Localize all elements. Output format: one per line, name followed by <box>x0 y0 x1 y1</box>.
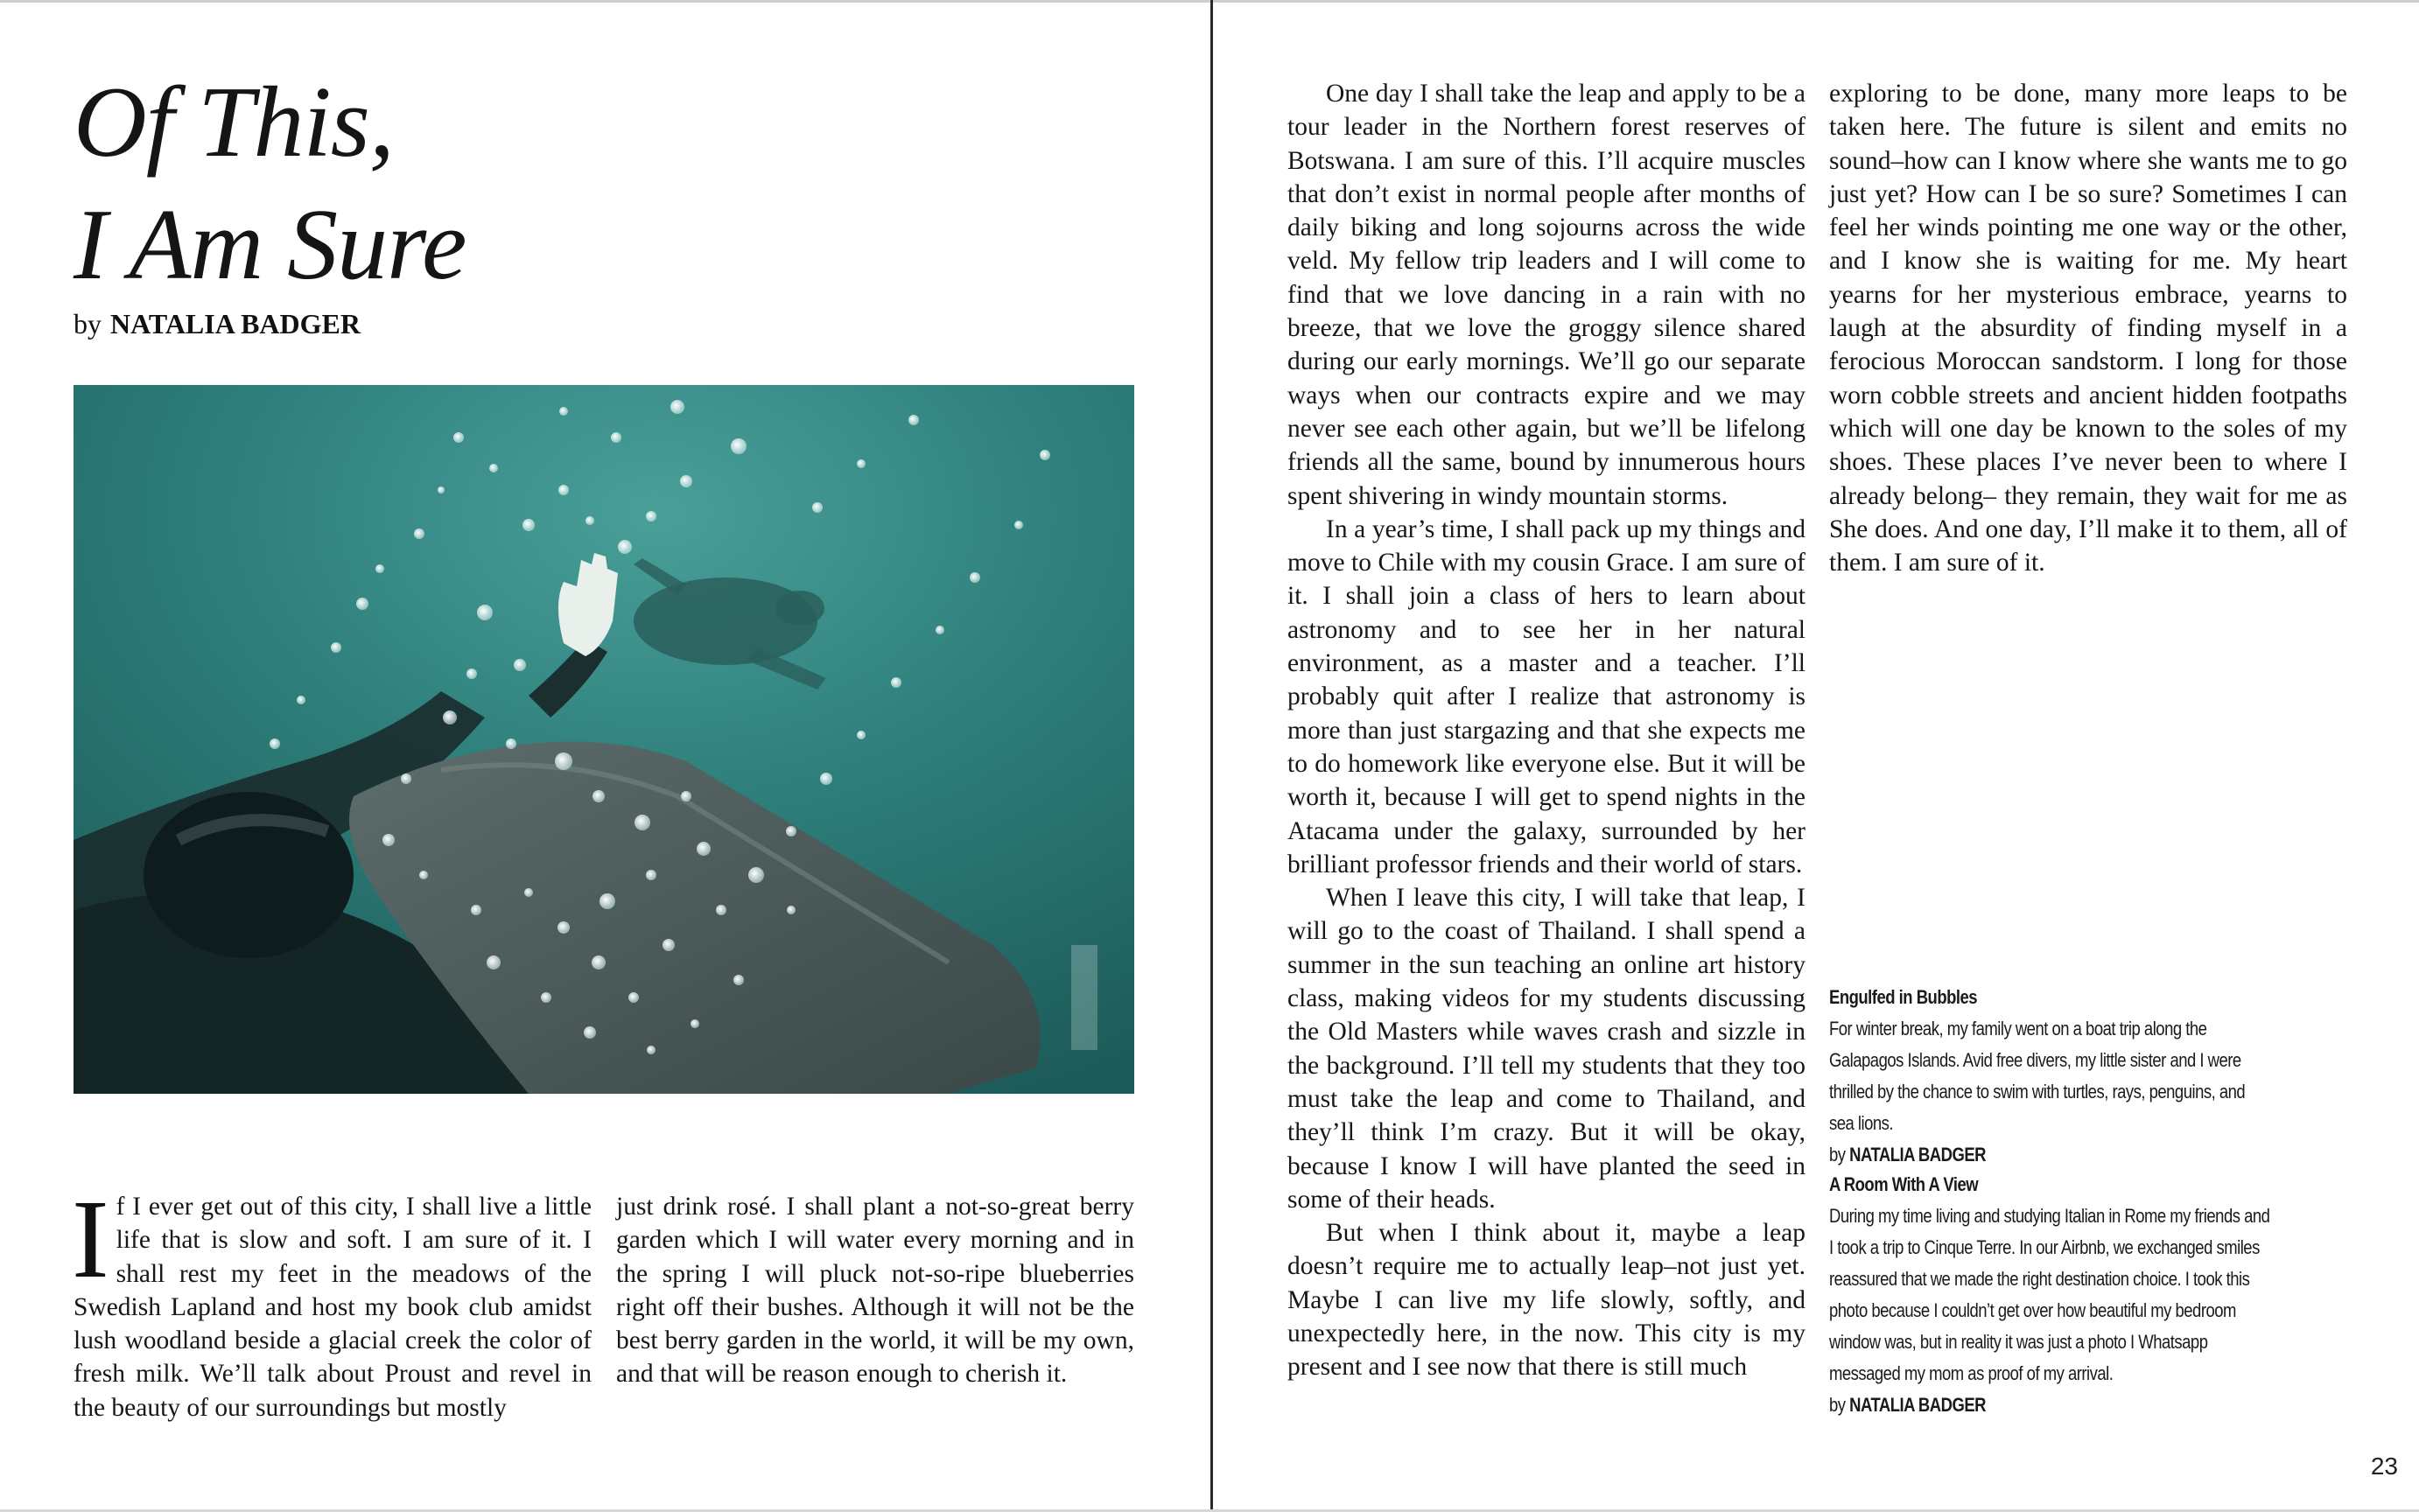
article-title <box>74 61 1124 306</box>
underwater-photo <box>74 385 1134 1094</box>
top-edge-rule <box>0 0 2419 3</box>
photo-caption-engulfed-in-bubbles <box>1829 982 2270 1171</box>
caption-text: During my time living and studying Italian in Rome my friends and I took a trip to Cinque Terre. In our Airbnb, we exchanged smiles reassured that we made the right destination choice. I took this photo because I couldn’t get over how beautiful my bedroom window was, but in reality it was just a photo I Whatsapp messaged my mom as proof of my arrival. <box>1829 1205 2270 1384</box>
caption-title: Engulfed in Bubbles <box>1829 986 1978 1008</box>
article-title-line-2: I Am Sure <box>74 189 466 301</box>
caption-byline-prefix: by <box>1829 1394 1846 1416</box>
caption-byline-name: NATALIA BADGER <box>1849 1144 1986 1166</box>
caption-byline-prefix: by <box>1829 1144 1846 1166</box>
article-column-2 <box>616 1190 1134 1391</box>
caption-title: A Room With A View <box>1829 1173 1979 1195</box>
article-column-1 <box>72 1177 592 1424</box>
photo-caption-a-room-with-a-view <box>1829 1169 2270 1421</box>
caption-byline-name: NATALIA BADGER <box>1849 1394 1986 1416</box>
article-paragraph-chile: In a year’s time, I shall pack up my things and move to Chile with my cousin Grace. I am sure of it. I shall join a class of hers to learn about astronomy and to see her in her natural environment, as a master and a teacher. I’ll probably quit after I realize that astronomy is more than just stargazing and that she expects me to do homework like everyone else. But it will be worth it, because I will get to spend nights in the Atacama under the galaxy, surrounded by her brilliant professor friends and their world of stars. <box>1287 514 1805 878</box>
byline-author: NATALIA BADGER <box>110 308 361 340</box>
article-paragraph-thailand: When I leave this city, I will take that leap, I will go to the coast of Thailand. I shall spend a summer in the sun teaching an online art history class, making videos for my students discussing the Old Masters while waves crash and sizzle in the background. I’ll tell my students that they too must take the leap and come to Thailand, and they’ll think I’m crazy. But it will be okay, because I know I will have planted the seed in some of their heads. <box>1287 884 1805 1214</box>
caption-byline <box>1829 1139 2270 1171</box>
drop-cap: I <box>72 1177 109 1301</box>
article-paragraph-leap: But when I think about it, maybe a leap doesn’t require me to actually leap–not just yet. Maybe I can live my life slowly, softly, and unexpectedly here, in the now. This city is my present and I see now that there is still much <box>1287 1219 1805 1382</box>
caption-byline <box>1829 1390 2270 1421</box>
article-paragraph-1-text: f I ever get out of this city, I shall live a little life that is slow and soft. I am sure of it. I shall rest my feet in the meadows of the Swedish Lapland and host my book club amidst lush woodland beside a glacial creek the color of fresh milk. We’ll talk about Proust and revel in the beauty of our surroundings but mostly <box>74 1193 592 1422</box>
article-paragraph-1 <box>72 1177 592 1424</box>
article-paragraph-1-continued: just drink rosé. I shall plant a not-so-great berry garden which I will water every morning and in the spring I will pluck not-so-ripe blueberries right off their bushes. Although it will not be the best berry garden in the world, it will be my own, and that will be reason enough to cherish it. <box>616 1193 1134 1389</box>
page-number: 23 <box>2370 1452 2398 1480</box>
article-paragraph-leap-continued: exploring to be done, many more leaps to be taken here. The future is silent and emits no sound–how can I know where she wants me to go just yet? How can I be so sure? Sometimes I can feel her winds pointing me one way or the other, and I know she is waiting for me. My heart yearns for her mysterious embrace, yearns to laugh at the absurdity of finding myself in a ferocious Moroccan sandstorm. I long for those worn cobble streets and ancient hidden footpaths which will one day be known to the soles of my shoes. These places I’ve never been to where I already belong– they remain, they wait for me as She does. And one day, I’ll make it to them, all of them. I am sure of it. <box>1829 80 2347 578</box>
article-title-line-1: Of This, <box>74 66 394 178</box>
caption-text: For winter break, my family went on a boat trip along the Galapagos Islands. Avid free divers, my little sister and I were thrilled by the chance to swim with turtles, rays, penguins, and sea lions. <box>1829 1018 2246 1134</box>
page-gutter <box>1210 0 1213 1512</box>
byline <box>74 308 361 340</box>
article-paragraph-botswana: One day I shall take the leap and apply to be a tour leader in the Northern forest reserves of Botswana. I am sure of this. I’ll acquire muscles that don’t exist in normal people after months of daily biking and long sojourns across the wide veld. My fellow trip leaders and I will come to find that we love dancing in a rain with no breeze, that we love the groggy silence shared during our early mornings. We’ll go our separate ways when our contracts expire and we may never see each other again, but we’ll be lifelong friends all the same, bound by innumerous hours spent shivering in windy mountain storms. <box>1287 80 1805 510</box>
article-column-4 <box>1829 77 2347 579</box>
article-column-3 <box>1287 77 1805 1384</box>
byline-prefix: by <box>74 308 102 340</box>
